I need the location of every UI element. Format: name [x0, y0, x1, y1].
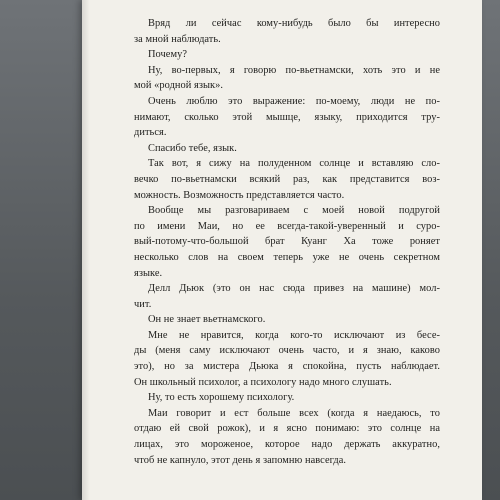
text-line: нимают, сколько этой мышце, языку, приходится тру-: [134, 111, 440, 123]
text-line: ды (меня саму исключают очень часто, и я знаю, каково: [134, 345, 440, 357]
text-line: языке.: [134, 267, 163, 279]
paragraph: [134, 390, 440, 406]
paragraph: [134, 94, 440, 141]
text-line: Мне не нравится, когда кого-то исключают из бесе-: [148, 329, 440, 341]
text-line: вый-потому-что-большой брат Куанг Ха тоже роняет: [134, 236, 440, 248]
text-line: Почему?: [148, 49, 187, 61]
paragraph: [134, 141, 440, 157]
page-text: [134, 16, 440, 468]
text-line: Так вот, я сижу на полуденном солнце и вставляю сло-: [148, 158, 440, 170]
text-line: за мной наблюдать.: [134, 33, 221, 45]
text-line: Вообще мы разговариваем с моей новой подругой: [148, 205, 440, 217]
text-line: несколько слов на своем теперь уже не очень секретном: [134, 251, 440, 263]
text-line: это), но за мистера Дьюка я спокойна, пусть наблюдает.: [134, 361, 440, 373]
text-line: по имени Маи, но ее всегда-такой-уверенный и суро-: [134, 220, 440, 232]
paragraph: [134, 16, 440, 47]
paragraph: [134, 47, 440, 63]
text-line: вечко по-вьетнамски всякий раз, как представится воз-: [134, 173, 440, 185]
text-line: Ну, во-первых, я говорю по-вьетнамски, хоть это и не: [148, 64, 440, 76]
paragraph: [134, 281, 440, 312]
text-line: Делл Дьюк (это он нас сюда привез на машине) мол-: [148, 283, 440, 295]
text-line: Спасибо тебе, язык.: [148, 142, 237, 154]
paragraph: [134, 406, 440, 468]
book-page: [82, 0, 482, 500]
text-line: Вряд ли сейчас кому-нибудь было бы интересно: [148, 18, 440, 29]
text-line: Он не знает вьетнамского.: [148, 314, 266, 326]
paragraph: [134, 203, 440, 281]
text-line: Ну, то есть хорошему психологу.: [148, 392, 295, 404]
paragraph: [134, 63, 440, 94]
text-line: чит.: [134, 298, 152, 310]
text-line: мой «родной язык».: [134, 80, 224, 92]
paragraph: [134, 328, 440, 390]
paragraph: [134, 312, 440, 328]
page-spine-shadow: [82, 0, 90, 500]
text-line: чтоб не капнуло, этот день я запомню навсегда.: [134, 454, 347, 466]
text-line: отдаю ей свой рожок), и я ясно понимаю: это солнце на: [134, 423, 440, 435]
text-line: Он школьный психолог, а психологу надо много слушать.: [134, 376, 392, 388]
text-line: лицах, это мороженое, которое надо держать аккуратно,: [134, 439, 440, 451]
paragraph: [134, 156, 440, 203]
text-line: Очень люблю это выражение: по-моему, люди не по-: [148, 95, 440, 107]
text-line: диться.: [134, 127, 167, 139]
text-line: Маи говорит и ест больше всех (когда я наедаюсь, то: [148, 407, 440, 419]
text-line: можность. Возможность представляется часто.: [134, 189, 345, 201]
